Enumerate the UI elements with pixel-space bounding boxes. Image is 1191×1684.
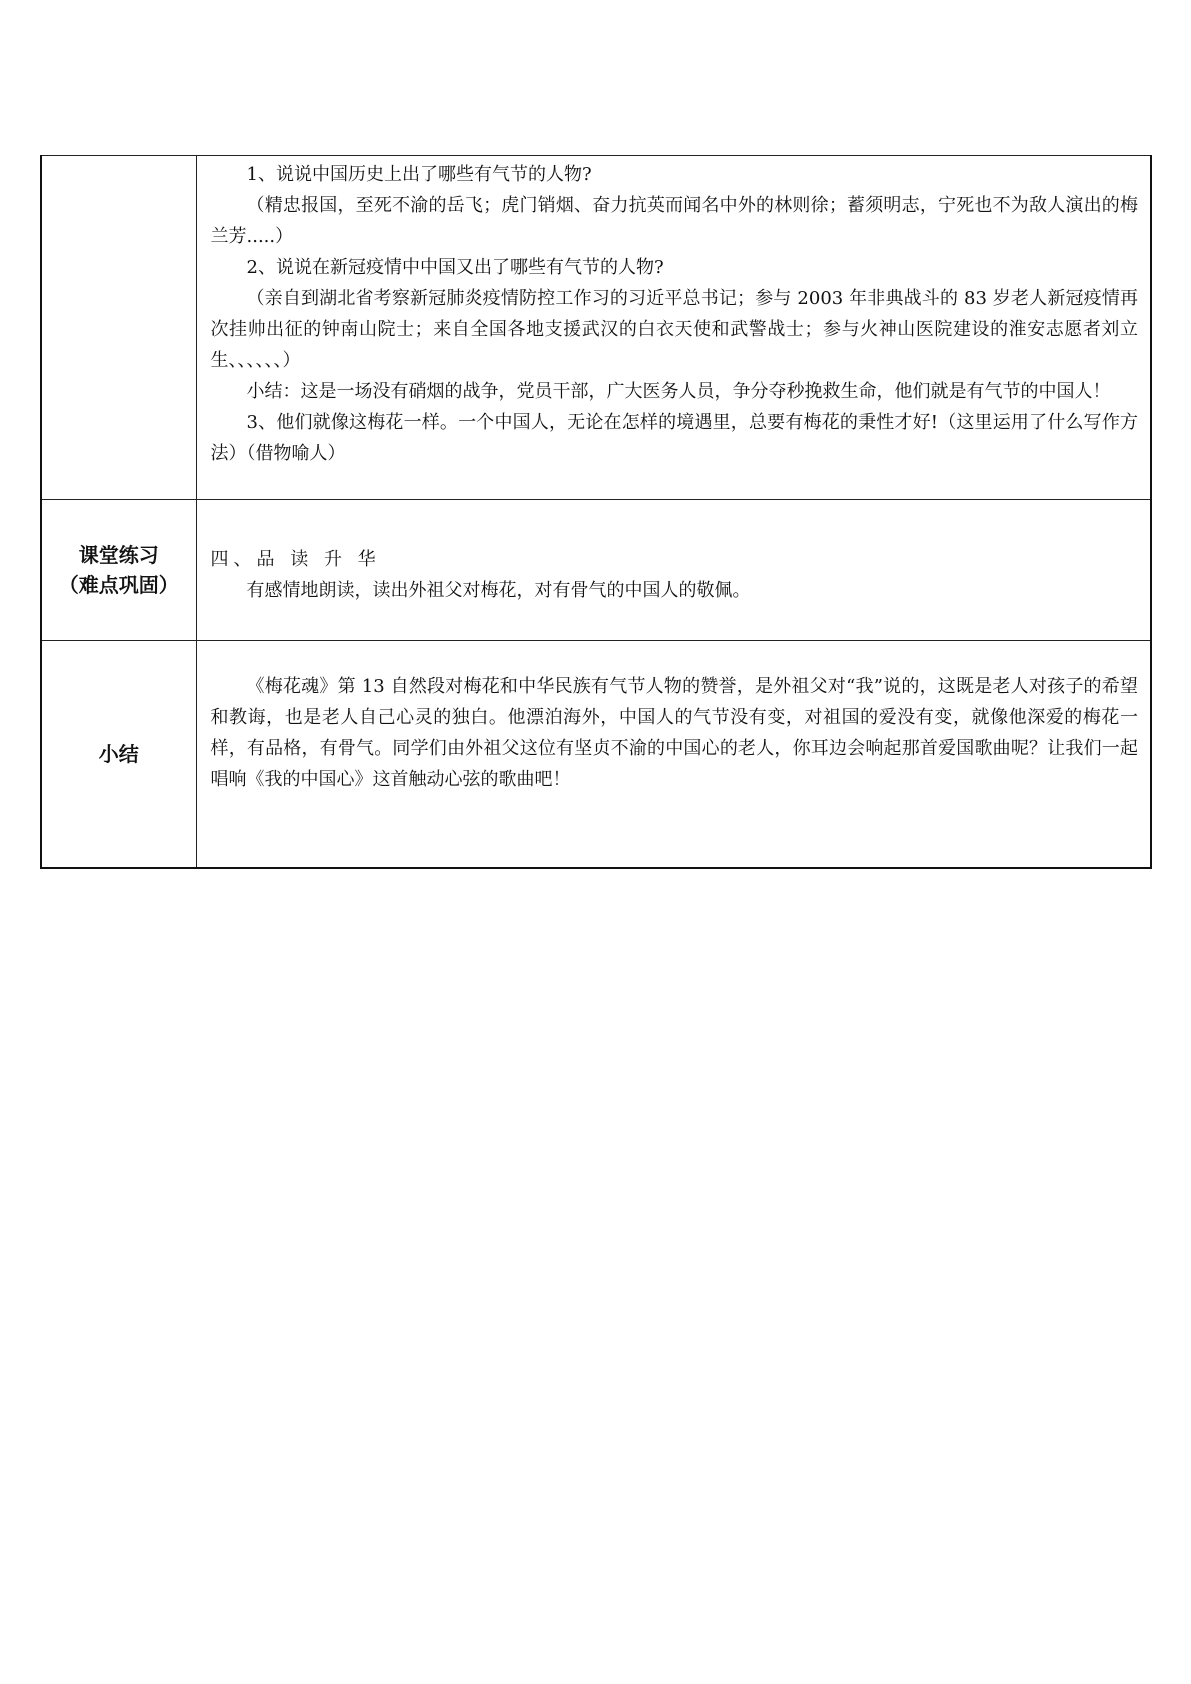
lesson-plan-table	[40, 155, 1152, 869]
summary-paragraph: 小结：这是一场没有硝烟的战争，党员干部，广大医务人员，争分夺秒挽救生命，他们就是有气节的中国人！	[246, 381, 1111, 402]
practice-content-cell	[196, 500, 1151, 641]
row-label-summary: 小结	[41, 641, 196, 869]
summary-content	[197, 641, 1151, 795]
discussion-content	[197, 156, 1151, 469]
row-label-empty	[41, 156, 196, 500]
question-3: 3、他们就像这梅花一样。一个中国人，无论在怎样的境遇里，总要有梅花的秉性才好!（这里运用了什么写作方法）（借物喻人）	[210, 412, 1138, 464]
practice-label: 课堂练习	[78, 543, 159, 567]
table-row-practice	[41, 500, 1151, 641]
practice-content	[197, 500, 1151, 606]
question-1: 1、说说中国历史上出了哪些有气节的人物?	[246, 164, 592, 185]
table-row-discussion	[41, 156, 1151, 500]
answer-1: （精忠报国，至死不渝的岳飞；虎门销烟、奋力抗英而闻名中外的林则徐；蓄须明志，宁死也不为敌人演出的梅兰芳.....）	[210, 195, 1138, 247]
answer-2: （亲自到湖北省考察新冠肺炎疫情防控工作习的习近平总书记；参与 2003 年非典战斗的 83 岁老人新冠疫情再次挂帅出征的钟南山院士；来自全国各地支援武汉的白衣天使和武警战士；参与火神山医院建设的淮安志愿者刘立生、、、、、、）	[210, 288, 1138, 371]
discussion-content-cell	[196, 156, 1151, 500]
summary-text: 《梅花魂》第 13 自然段对梅花和中华民族有气节人物的赞誉，是外祖父对“我”说的，这既是老人对孩子的希望和教诲，也是老人自己心灵的独白。他漂泊海外，中国人的气节没有变，对祖国的爱没有变，就像他深爱的梅花一样，有品格，有骨气。同学们由外祖父这位有坚贞不渝的中国心的老人，你耳边会响起那首爱国歌曲呢？让我们一起唱响《我的中国心》这首触动心弦的歌曲吧！	[210, 676, 1138, 790]
question-2: 2、说说在新冠疫情中中国又出了哪些有气节的人物?	[246, 257, 664, 278]
practice-sublabel: （难点巩固）	[58, 573, 179, 597]
practice-paragraph: 有感情地朗读，读出外祖父对梅花，对有骨气的中国人的敬佩。	[246, 580, 751, 601]
section-heading: 四、品 读 升 华	[210, 549, 381, 570]
table-row-summary	[41, 641, 1151, 869]
summary-content-cell	[196, 641, 1151, 869]
row-label-practice	[41, 500, 196, 641]
